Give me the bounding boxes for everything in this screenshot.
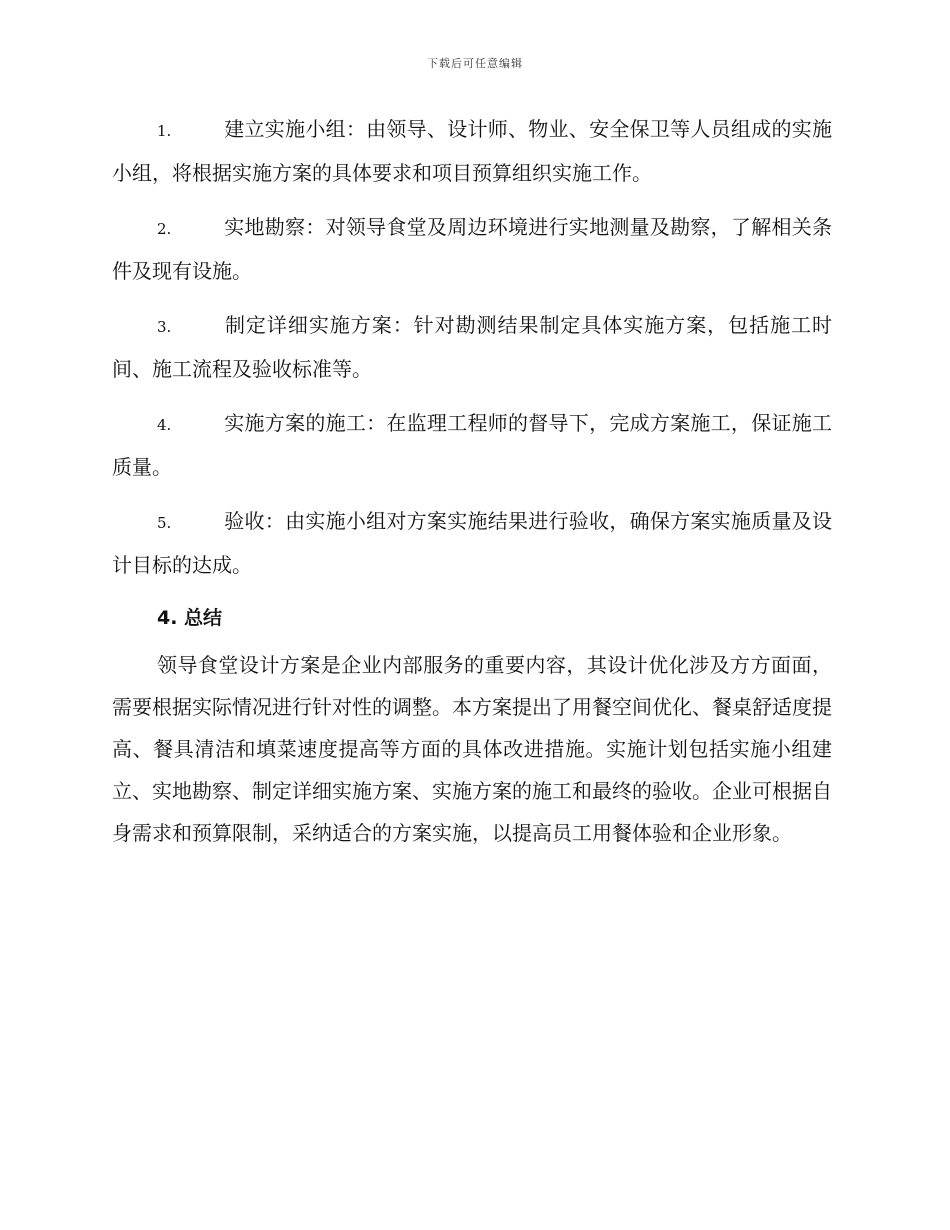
list-text: 验收：由实施小组对方案实施结果进行验收，确保方案实施质量及设计目标的达成。 [112,509,832,577]
list-text: 实地勘察：对领导食堂及周边环境进行实地测量及勘察，了解相关条件及现有设施。 [112,215,832,283]
document-body [112,108,832,854]
list-item [112,402,832,488]
list-item [112,108,832,194]
list-number: 5. [157,514,172,532]
list-number: 3. [157,318,172,336]
header-note: 下载后可任意编辑 [427,57,523,70]
list-text: 建立实施小组：由领导、设计师、物业、安全保卫等人员组成的实施小组，将根据实施方案的具体要求和项目预算组织实施工作。 [112,117,832,185]
list-item [112,500,832,586]
list-item [112,304,832,390]
list-item [112,206,832,292]
list-number: 2. [157,220,172,238]
section-heading: 4. 总结 [157,607,223,629]
list-number: 1. [157,122,172,140]
summary-paragraph: 领导食堂设计方案是企业内部服务的重要内容，其设计优化涉及方方面面，需要根据实际情况进行针对性的调整。本方案提出了用餐空间优化、餐桌舒适度提高、餐具清洁和填菜速度提高等方面的具体改进措施。实施计划包括实施小组建立、实地勘察、制定详细实施方案、实施方案的施工和最终的验收。企业可根据自身需求和预算限制，采纳适合的方案实施，以提高员工用餐体验和企业形象。 [112,653,832,845]
list-number: 4. [157,416,172,434]
list-text: 实施方案的施工：在监理工程师的督导下，完成方案施工，保证施工质量。 [112,411,832,479]
list-text: 制定详细实施方案：针对勘测结果制定具体实施方案，包括施工时间、施工流程及验收标准等。 [112,313,832,381]
